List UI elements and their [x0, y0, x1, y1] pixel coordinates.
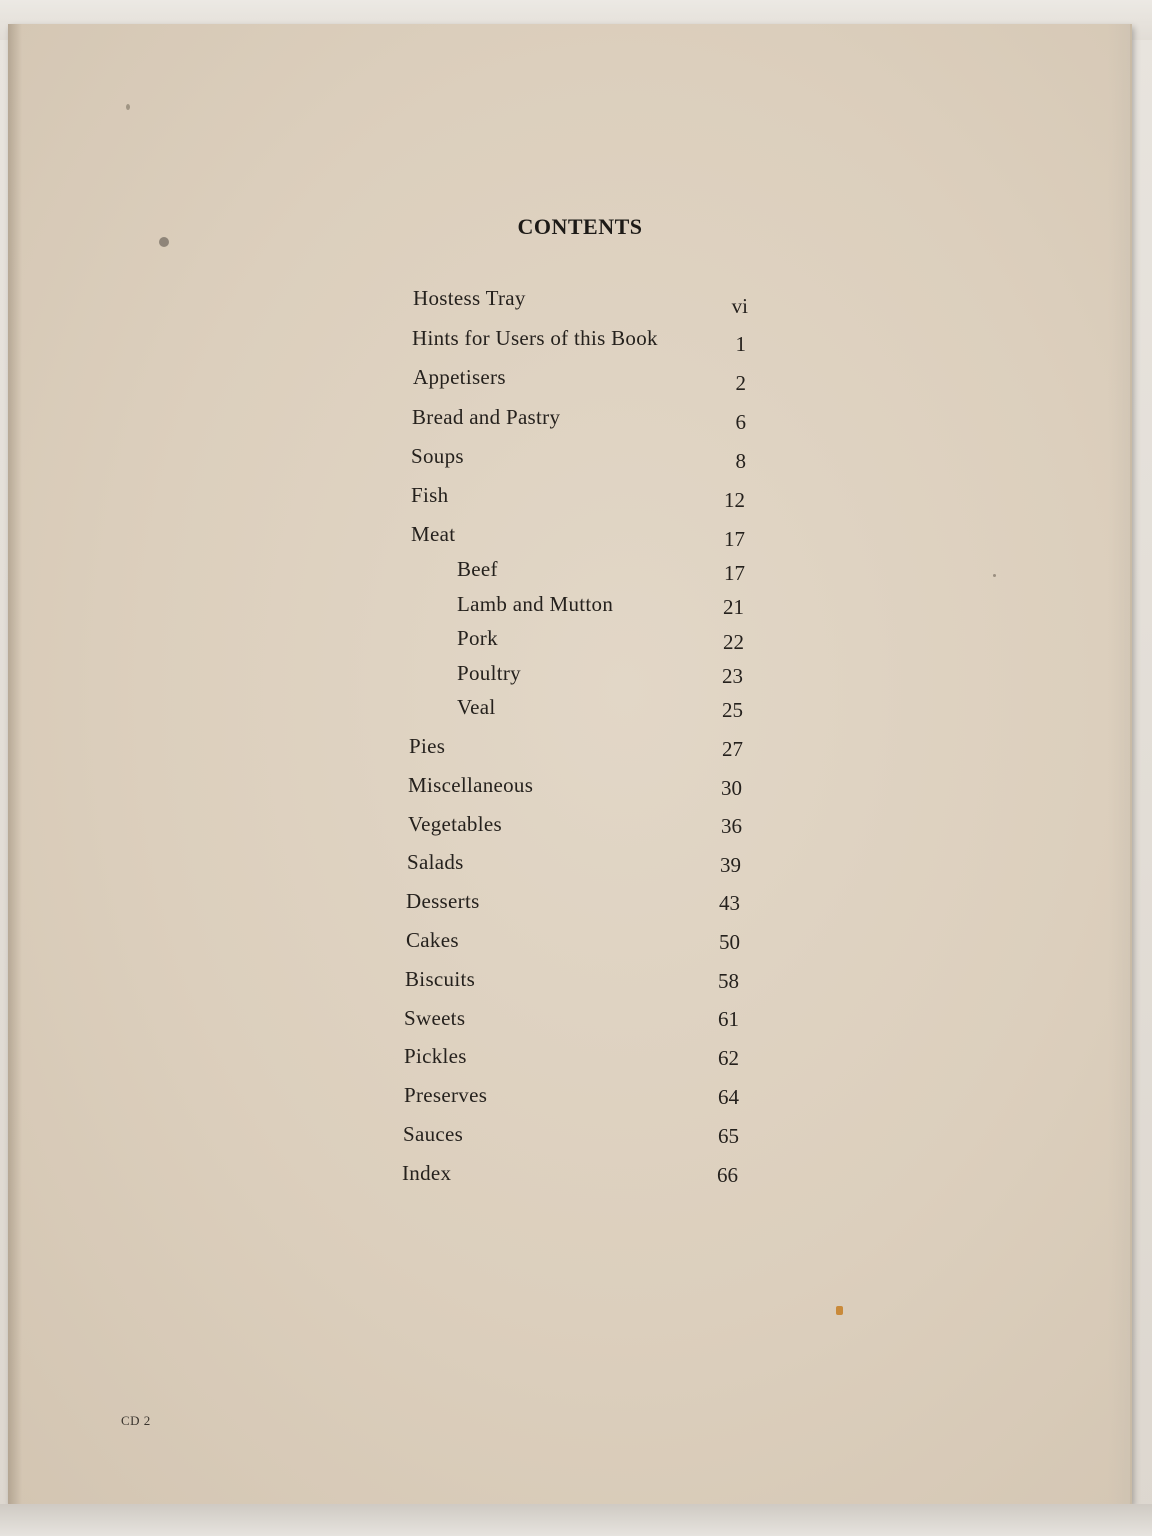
toc-entry-label: Salads	[407, 850, 464, 874]
toc-entry-page: 22	[723, 630, 744, 654]
toc-entry-page: 64	[718, 1085, 739, 1109]
toc-entry-label: Hints for Users of this Book	[412, 326, 658, 350]
toc-entry-label: Pies	[409, 734, 446, 758]
paper-speck	[126, 104, 130, 110]
toc-entry-label: Preserves	[404, 1083, 488, 1107]
paper-speck	[836, 1306, 843, 1315]
toc-entry-label: Biscuits	[405, 967, 476, 991]
page-edge	[1108, 24, 1130, 1504]
toc-entry-label: Appetisers	[413, 365, 506, 389]
toc-subentry-label: Poultry	[457, 661, 521, 685]
toc-entry-page: 12	[724, 488, 745, 512]
toc-entry-page: 62	[718, 1046, 739, 1070]
toc-entry-page: 23	[722, 664, 743, 688]
toc-entry-page: 66	[717, 1163, 738, 1187]
toc-entry-page: 27	[722, 737, 743, 761]
toc-entry-label: Miscellaneous	[408, 773, 534, 797]
toc-subentry-label: Pork	[457, 626, 498, 650]
toc-entry-page: 61	[718, 1007, 739, 1031]
toc-entry-label: Soups	[411, 444, 464, 468]
toc-entry-page: 50	[719, 930, 740, 954]
toc-entry-page: 25	[722, 698, 743, 722]
toc-entry-page: 58	[718, 969, 739, 993]
toc-entry-label: Meat	[411, 522, 456, 546]
toc-entry-page: vi	[731, 294, 748, 318]
toc-entry-page: 2	[735, 371, 746, 395]
print-code: CD 2	[121, 1413, 151, 1428]
toc-subentry-label: Veal	[457, 695, 496, 719]
toc-entry-page: 6	[735, 410, 746, 434]
toc-entry-page: 36	[721, 814, 742, 838]
toc-entry-label: Sweets	[404, 1006, 466, 1030]
toc-entry-page: 17	[724, 561, 745, 585]
toc-entry-label: Cakes	[406, 928, 459, 952]
paper-speck	[993, 574, 996, 577]
contents-heading: CONTENTS	[517, 214, 643, 239]
toc-entry-page: 30	[721, 776, 742, 800]
toc-entry-label: Pickles	[404, 1044, 467, 1068]
book-page	[8, 24, 1132, 1504]
toc-entry-page: 43	[719, 891, 740, 915]
toc-entry-label: Desserts	[406, 889, 480, 913]
toc-entry-label: Bread and Pastry	[412, 405, 561, 429]
toc-entry-label: Fish	[411, 483, 449, 507]
toc-entry-page: 65	[718, 1124, 739, 1148]
toc-entry-label: Hostess Tray	[413, 286, 526, 310]
toc-entry-page: 8	[735, 449, 746, 473]
toc-entry-page: 1	[735, 332, 746, 356]
toc-subentry-label: Beef	[457, 557, 498, 581]
toc-entry-label: Sauces	[403, 1122, 464, 1146]
background-bottom	[0, 1504, 1152, 1536]
toc-entry-label: Index	[402, 1161, 452, 1185]
toc-entry-page: 39	[720, 853, 741, 877]
spine-shadow	[8, 24, 22, 1504]
toc-subentry-label: Lamb and Mutton	[457, 592, 614, 616]
toc-entry-label: Vegetables	[408, 812, 502, 836]
toc-entry-page: 21	[723, 595, 744, 619]
toc-entry-page: 17	[724, 527, 745, 551]
